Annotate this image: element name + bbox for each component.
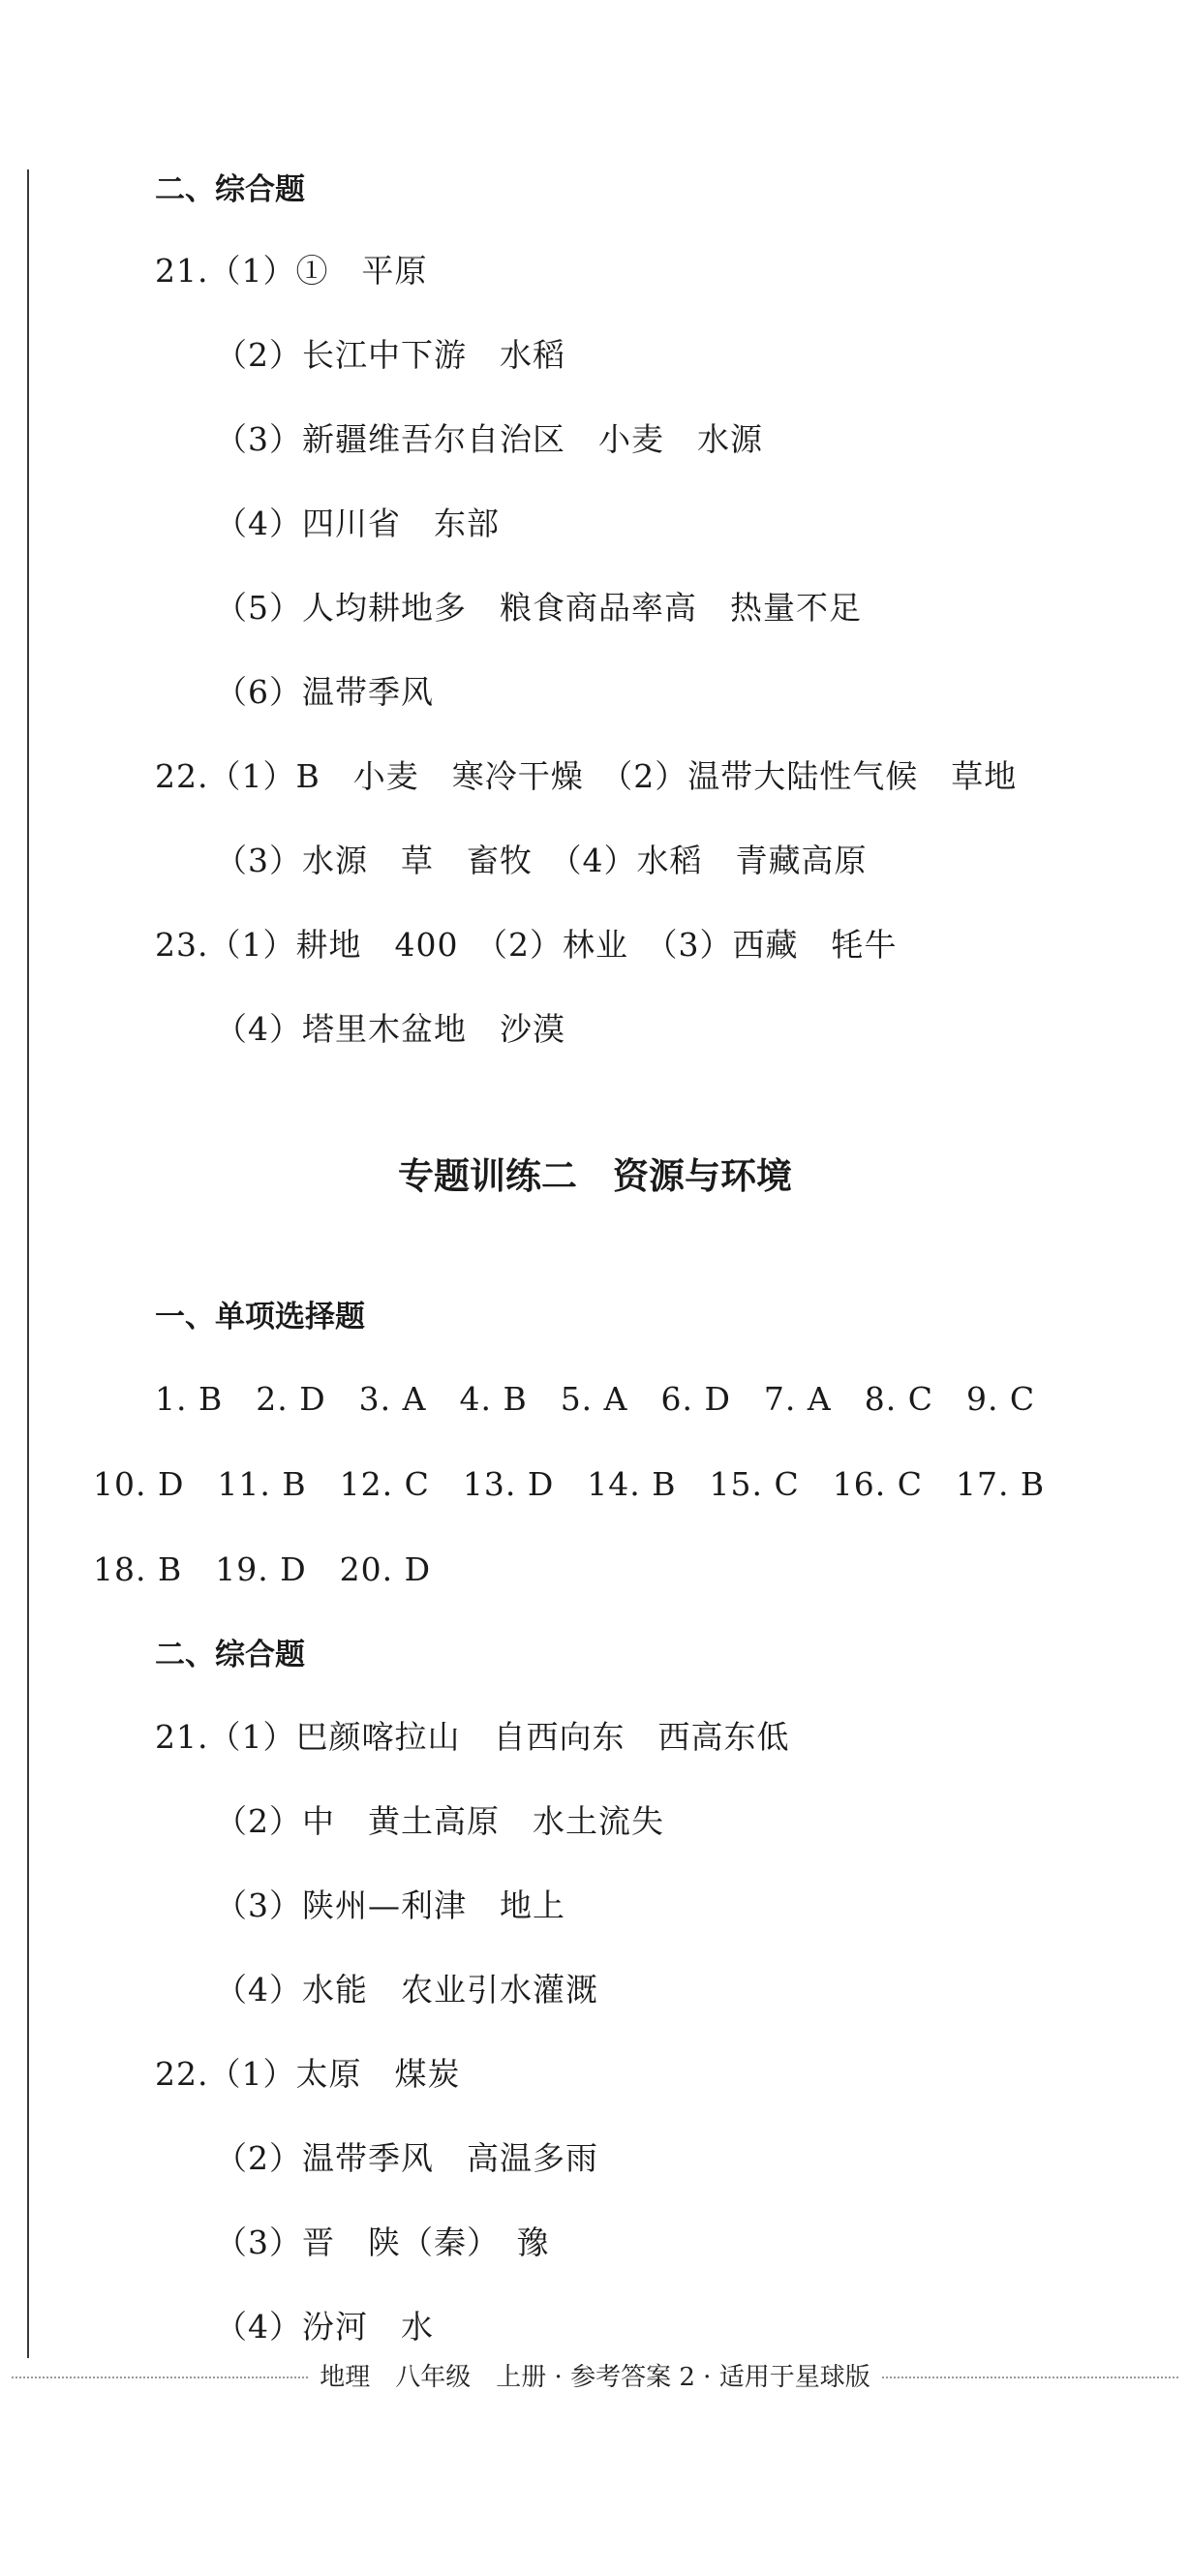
answer-line: （2）温带季风 高温多雨 <box>215 2139 598 2177</box>
answer-line: （4）汾河 水 <box>215 2308 434 2346</box>
footer-text: 地理 八年级 上册 · 参考答案 2 · 适用于星球版 <box>320 2363 870 2392</box>
section-heading-multiple-choice: 一、单项选择题 <box>155 1300 365 1334</box>
answer-line: （6）温带季风 <box>215 673 434 711</box>
margin-rule <box>27 169 29 2358</box>
answer-line: 21.（1）① 平原 <box>155 252 428 290</box>
answer-line: （2）中 黄土高原 水土流失 <box>215 1802 664 1840</box>
section-heading-comprehensive: 二、综合题 <box>155 1638 305 1672</box>
topic-title: 专题训练二 资源与环境 <box>398 1155 792 1197</box>
answer-line: （5）人均耕地多 粮食商品率高 热量不足 <box>215 589 862 627</box>
answer-line: 23.（1）耕地 400 （2）林业 （3）西藏 牦牛 <box>155 926 898 964</box>
answer-line: （4）水能 农业引水灌溉 <box>215 1971 598 2009</box>
page-footer <box>0 2358 1190 2397</box>
answer-line: （4）塔里木盆地 沙漠 <box>215 1010 565 1048</box>
answer-line: （3）新疆维吾尔自治区 小麦 水源 <box>215 420 763 458</box>
answer-line: （3）晋 陕（秦） 豫 <box>215 2223 550 2261</box>
footer-dotted-rule-left <box>12 2377 308 2378</box>
choice-answers-line: 18. B 19. D 20. D <box>93 1550 432 1588</box>
answer-line: （2）长江中下游 水稻 <box>215 336 565 374</box>
answer-line: （3）水源 草 畜牧 （4）水稻 青藏高原 <box>215 842 868 879</box>
footer-dotted-rule-right <box>882 2377 1178 2378</box>
choice-answers-line: 1. B 2. D 3. A 4. B 5. A 6. D 7. A 8. C 9. C <box>155 1380 1036 1418</box>
section-heading-comprehensive: 二、综合题 <box>155 172 305 207</box>
answer-line: 22.（1）B 小麦 寒冷干燥 （2）温带大陆性气候 草地 <box>155 757 1018 795</box>
answer-line: （3）陕州—利津 地上 <box>215 1886 565 1924</box>
answer-line: 21.（1）巴颜喀拉山 自西向东 西高东低 <box>155 1718 790 1756</box>
answer-line: 22.（1）太原 煤炭 <box>155 2055 461 2093</box>
choice-answers-line: 10. D 11. B 12. C 13. D 14. B 15. C 16. C 17. B <box>93 1465 1046 1503</box>
answer-line: （4）四川省 东部 <box>215 505 500 542</box>
